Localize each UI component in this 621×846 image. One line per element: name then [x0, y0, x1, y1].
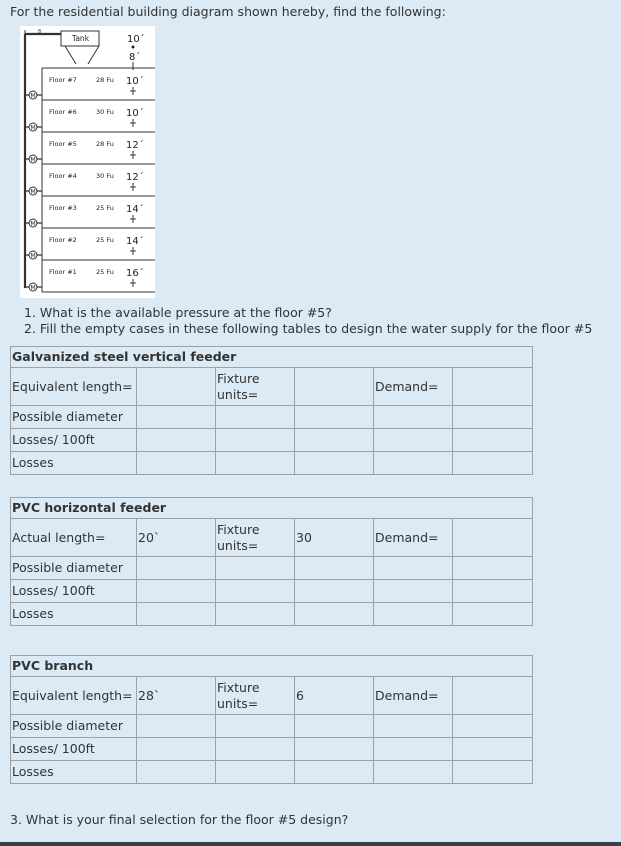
floor-fixture-units: 25 Fu — [96, 268, 114, 276]
demand-value-cell[interactable] — [453, 368, 533, 406]
floor-height-value: 12ˊ — [126, 172, 144, 183]
floor-height-value: 12ˊ — [126, 140, 144, 151]
input-cell[interactable] — [374, 580, 453, 603]
input-cell[interactable] — [453, 761, 533, 784]
intro-text: For the residential building diagram shown hereby, find the following: — [10, 4, 446, 19]
input-cell[interactable] — [137, 603, 216, 626]
input-cell[interactable] — [453, 738, 533, 761]
input-cell[interactable] — [453, 603, 533, 626]
meter-valve-label: M — [30, 156, 36, 164]
input-cell[interactable] — [374, 738, 453, 761]
question-3: 3. What is your final selection for the floor #5 design? — [10, 812, 349, 827]
input-cell[interactable] — [374, 429, 453, 452]
top-riser-dot — [132, 46, 135, 49]
input-cell[interactable] — [374, 715, 453, 738]
floor-name: Floor #4 — [49, 172, 77, 180]
floor-fixture-units: 28 Fu — [96, 140, 114, 148]
bottom-bar — [0, 842, 621, 846]
fixture-units-label: Fixture units= — [216, 519, 295, 557]
demand-label: Demand= — [374, 368, 453, 406]
input-cell[interactable] — [216, 715, 295, 738]
floor-name: Floor #5 — [49, 140, 77, 148]
input-cell[interactable] — [137, 557, 216, 580]
input-cell[interactable] — [295, 715, 374, 738]
floor-fixture-units: 25 Fu — [96, 204, 114, 212]
table-title: PVC branch — [11, 656, 533, 677]
input-cell[interactable] — [216, 603, 295, 626]
riser-diagram-svg — [20, 26, 155, 298]
row-label: Possible diameter — [11, 715, 137, 738]
input-cell[interactable] — [295, 738, 374, 761]
demand-label: Demand= — [374, 519, 453, 557]
meter-valve-label: M — [30, 124, 36, 132]
top-riser-value: 8ˊ — [129, 52, 141, 63]
fixture-units-value-cell[interactable]: 6 — [295, 677, 374, 715]
length-value-cell[interactable]: 28` — [137, 677, 216, 715]
input-cell[interactable] — [295, 603, 374, 626]
demand-value-cell[interactable] — [453, 519, 533, 557]
input-cell[interactable] — [137, 452, 216, 475]
floor-height-value: 16ˊ — [126, 268, 144, 279]
row-label: Losses/ 100ft — [11, 738, 137, 761]
question-2: 2. Fill the empty cases in these following tables to design the water supply for the floor #5 — [24, 321, 593, 336]
floor-height-value: 10ˊ — [126, 108, 144, 119]
question-1: 1. What is the available pressure at the floor #5? — [24, 305, 332, 320]
input-cell[interactable] — [137, 580, 216, 603]
input-cell[interactable] — [137, 738, 216, 761]
table-title: Galvanized steel vertical feeder — [11, 347, 533, 368]
table-title: PVC horizontal feeder — [11, 498, 533, 519]
floor-name: Floor #3 — [49, 204, 77, 212]
input-cell[interactable] — [137, 715, 216, 738]
tank-slant-pipe — [88, 46, 99, 64]
input-cell[interactable] — [374, 452, 453, 475]
fixture-units-label: Fixture units= — [216, 677, 295, 715]
input-cell[interactable] — [216, 406, 295, 429]
row-label: Losses — [11, 761, 137, 784]
length-value-cell[interactable]: 20` — [137, 519, 216, 557]
floor-height-value: 14ˊ — [126, 204, 144, 215]
floor-name: Floor #1 — [49, 268, 77, 276]
floor-name: Floor #6 — [49, 108, 77, 116]
floor-height-value: 14ˊ — [126, 236, 144, 247]
input-cell[interactable] — [453, 406, 533, 429]
meter-valve-label: M — [30, 220, 36, 228]
input-cell[interactable] — [216, 452, 295, 475]
row-label: Possible diameter — [11, 406, 137, 429]
floor-fixture-units: 30 Fu — [96, 108, 114, 116]
input-cell[interactable] — [137, 429, 216, 452]
table-galvanized-vertical-feeder — [10, 346, 533, 475]
building-diagram — [20, 26, 155, 298]
input-cell[interactable] — [295, 557, 374, 580]
meter-valve-label: M — [30, 252, 36, 260]
input-cell[interactable] — [453, 452, 533, 475]
length-label: Equivalent length= — [11, 368, 137, 406]
input-cell[interactable] — [453, 429, 533, 452]
meter-valve-label: M — [30, 188, 36, 196]
tank-slant-pipe — [65, 46, 76, 64]
top-dimension-label: 8 — [38, 29, 42, 35]
input-cell[interactable] — [295, 452, 374, 475]
input-cell[interactable] — [374, 761, 453, 784]
fixture-units-value-cell[interactable] — [295, 368, 374, 406]
row-label: Losses — [11, 603, 137, 626]
demand-label: Demand= — [374, 677, 453, 715]
input-cell[interactable] — [137, 761, 216, 784]
floor-name: Floor #7 — [49, 76, 77, 84]
row-label: Losses/ 100ft — [11, 580, 137, 603]
row-label: Losses/ 100ft — [11, 429, 137, 452]
floor-height-value: 10ˊ — [126, 76, 144, 87]
floor-fixture-units: 30 Fu — [96, 172, 114, 180]
input-cell[interactable] — [295, 429, 374, 452]
input-cell[interactable] — [137, 406, 216, 429]
input-cell[interactable] — [295, 406, 374, 429]
meter-valve-label: M — [30, 284, 36, 292]
input-cell[interactable] — [216, 761, 295, 784]
input-cell[interactable] — [295, 580, 374, 603]
length-value-cell[interactable] — [137, 368, 216, 406]
input-cell[interactable] — [453, 715, 533, 738]
meter-valve-label: M — [30, 92, 36, 100]
demand-value-cell[interactable] — [453, 677, 533, 715]
floor-fixture-units: 28 Fu — [96, 76, 114, 84]
length-label: Equivalent length= — [11, 677, 137, 715]
input-cell[interactable] — [216, 580, 295, 603]
input-cell[interactable] — [374, 557, 453, 580]
row-label: Losses — [11, 452, 137, 475]
floor-fixture-units: 25 Fu — [96, 236, 114, 244]
floor-name: Floor #2 — [49, 236, 77, 244]
table-pvc-horizontal-feeder — [10, 497, 533, 626]
fixture-units-value-cell[interactable]: 30 — [295, 519, 374, 557]
input-cell[interactable] — [374, 603, 453, 626]
length-label: Actual length= — [11, 519, 137, 557]
input-cell[interactable] — [216, 738, 295, 761]
input-cell[interactable] — [453, 557, 533, 580]
top-riser-value: 10ˊ — [127, 34, 145, 45]
table-pvc-branch — [10, 655, 533, 784]
input-cell[interactable] — [374, 406, 453, 429]
input-cell[interactable] — [295, 761, 374, 784]
row-label: Possible diameter — [11, 557, 137, 580]
input-cell[interactable] — [453, 580, 533, 603]
input-cell[interactable] — [216, 429, 295, 452]
input-cell[interactable] — [216, 557, 295, 580]
tank-label: Tank — [72, 34, 90, 43]
fixture-units-label: Fixture units= — [216, 368, 295, 406]
